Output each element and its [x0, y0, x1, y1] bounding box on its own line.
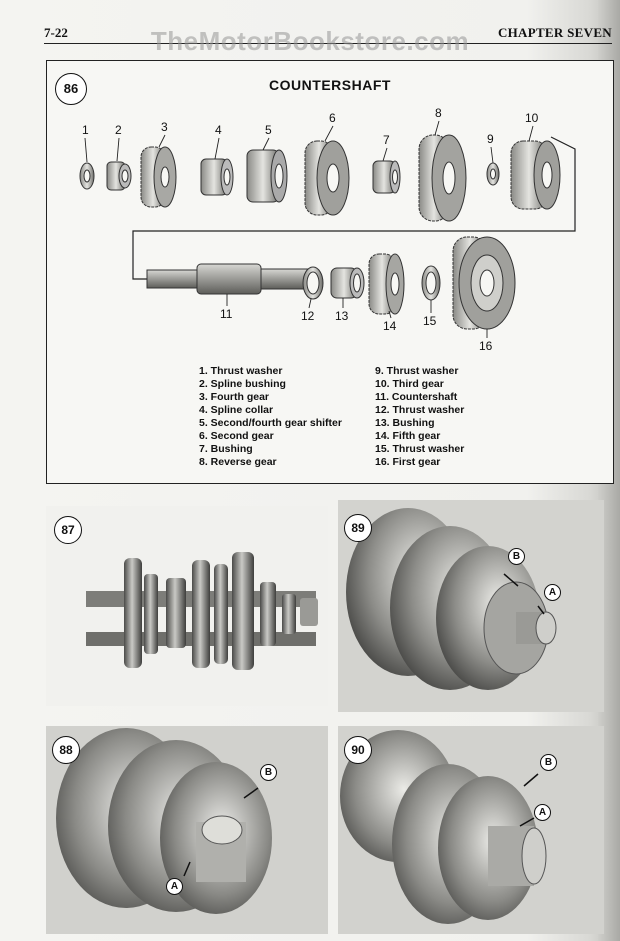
parts-legend-left [199, 365, 342, 469]
part-number-3: 3 [161, 120, 168, 134]
photo-number: 88 [52, 736, 80, 764]
legend-item: 12. Thrust washer [375, 404, 465, 416]
chapter-title: CHAPTER SEVEN [497, 25, 612, 40]
assembled-shafts-drawing [46, 506, 328, 706]
part-9-thrust-washer [487, 163, 499, 185]
photo-89-countershaft-step [338, 500, 604, 712]
legend-item: 9. Thrust washer [375, 365, 459, 377]
figure-86-countershaft-diagram [46, 60, 614, 484]
part-7-bushing [373, 161, 400, 193]
legend-item: 11. Countershaft [375, 391, 458, 403]
photo-90-countershaft-step [338, 726, 604, 934]
callout-a: A [544, 584, 561, 601]
gear-cluster-photo [338, 500, 604, 712]
legend-item: 4. Spline collar [199, 404, 274, 416]
legend-item: 15. Thrust washer [375, 443, 465, 455]
part-15-thrust-washer [422, 266, 440, 300]
part-14-fifth-gear [369, 254, 404, 314]
part-number-16: 16 [479, 339, 493, 353]
part-number-6: 6 [329, 111, 336, 125]
part-number-4: 4 [215, 123, 222, 137]
part-number-2: 2 [115, 123, 122, 137]
legend-item: 2. Spline bushing [199, 378, 286, 390]
legend-item: 5. Second/fourth gear shifter [199, 417, 342, 429]
callout-b: B [540, 754, 557, 771]
photo-number: 89 [344, 514, 372, 542]
page-number: 7-22 [44, 25, 68, 40]
gear-cluster-photo [46, 726, 328, 934]
part-number-14: 14 [383, 319, 397, 333]
parts-legend-right [375, 365, 464, 469]
figure-title: COUNTERSHAFT [269, 77, 391, 93]
part-number-13: 13 [335, 309, 349, 323]
part-number-7: 7 [383, 133, 390, 147]
part-13-bushing [331, 268, 364, 298]
part-number-1: 1 [82, 123, 89, 137]
gear-cluster-photo [338, 726, 604, 934]
legend-item: 7. Bushing [199, 443, 253, 455]
part-10-third-gear [511, 141, 560, 209]
part-1-thrust-washer [80, 163, 94, 189]
legend-item: 8. Reverse gear [199, 456, 277, 468]
part-number-12: 12 [301, 309, 315, 323]
legend-item: 14. Fifth gear [375, 430, 441, 442]
part-number-5: 5 [265, 123, 272, 137]
callout-a: A [166, 878, 183, 895]
legend-item: 10. Third gear [375, 378, 444, 390]
photo-number: 87 [54, 516, 82, 544]
legend-item: 16. First gear [375, 456, 441, 468]
callout-b: B [260, 764, 277, 781]
photo-number: 90 [344, 736, 372, 764]
legend-item: 1. Thrust washer [199, 365, 283, 377]
part-number-8: 8 [435, 106, 442, 120]
part-number-10: 10 [525, 111, 539, 125]
legend-item: 6. Second gear [199, 430, 274, 442]
part-6-second-gear [305, 141, 349, 215]
legend-item: 3. Fourth gear [199, 391, 270, 403]
part-5-gear-shifter [247, 150, 287, 202]
part-16-first-gear [453, 237, 515, 329]
part-4-spline-collar [201, 159, 233, 195]
callout-b: B [508, 548, 525, 565]
photo-87-assembled-shafts [46, 506, 328, 706]
photo-88-countershaft-step [46, 726, 328, 934]
part-8-reverse-gear [419, 135, 466, 221]
part-12-thrust-washer [303, 267, 323, 299]
figure-number: 86 [55, 73, 87, 105]
legend-item: 13. Bushing [375, 417, 435, 429]
callout-a: A [534, 804, 551, 821]
part-2-spline-bushing [107, 162, 131, 190]
part-11-countershaft [147, 264, 315, 294]
part-number-9: 9 [487, 132, 494, 146]
exploded-parts-drawing [47, 61, 613, 361]
part-number-15: 15 [423, 314, 437, 328]
part-number-11: 11 [220, 307, 233, 321]
part-3-fourth-gear [141, 147, 176, 207]
watermark: TheMotorBookstore.com [150, 26, 470, 56]
